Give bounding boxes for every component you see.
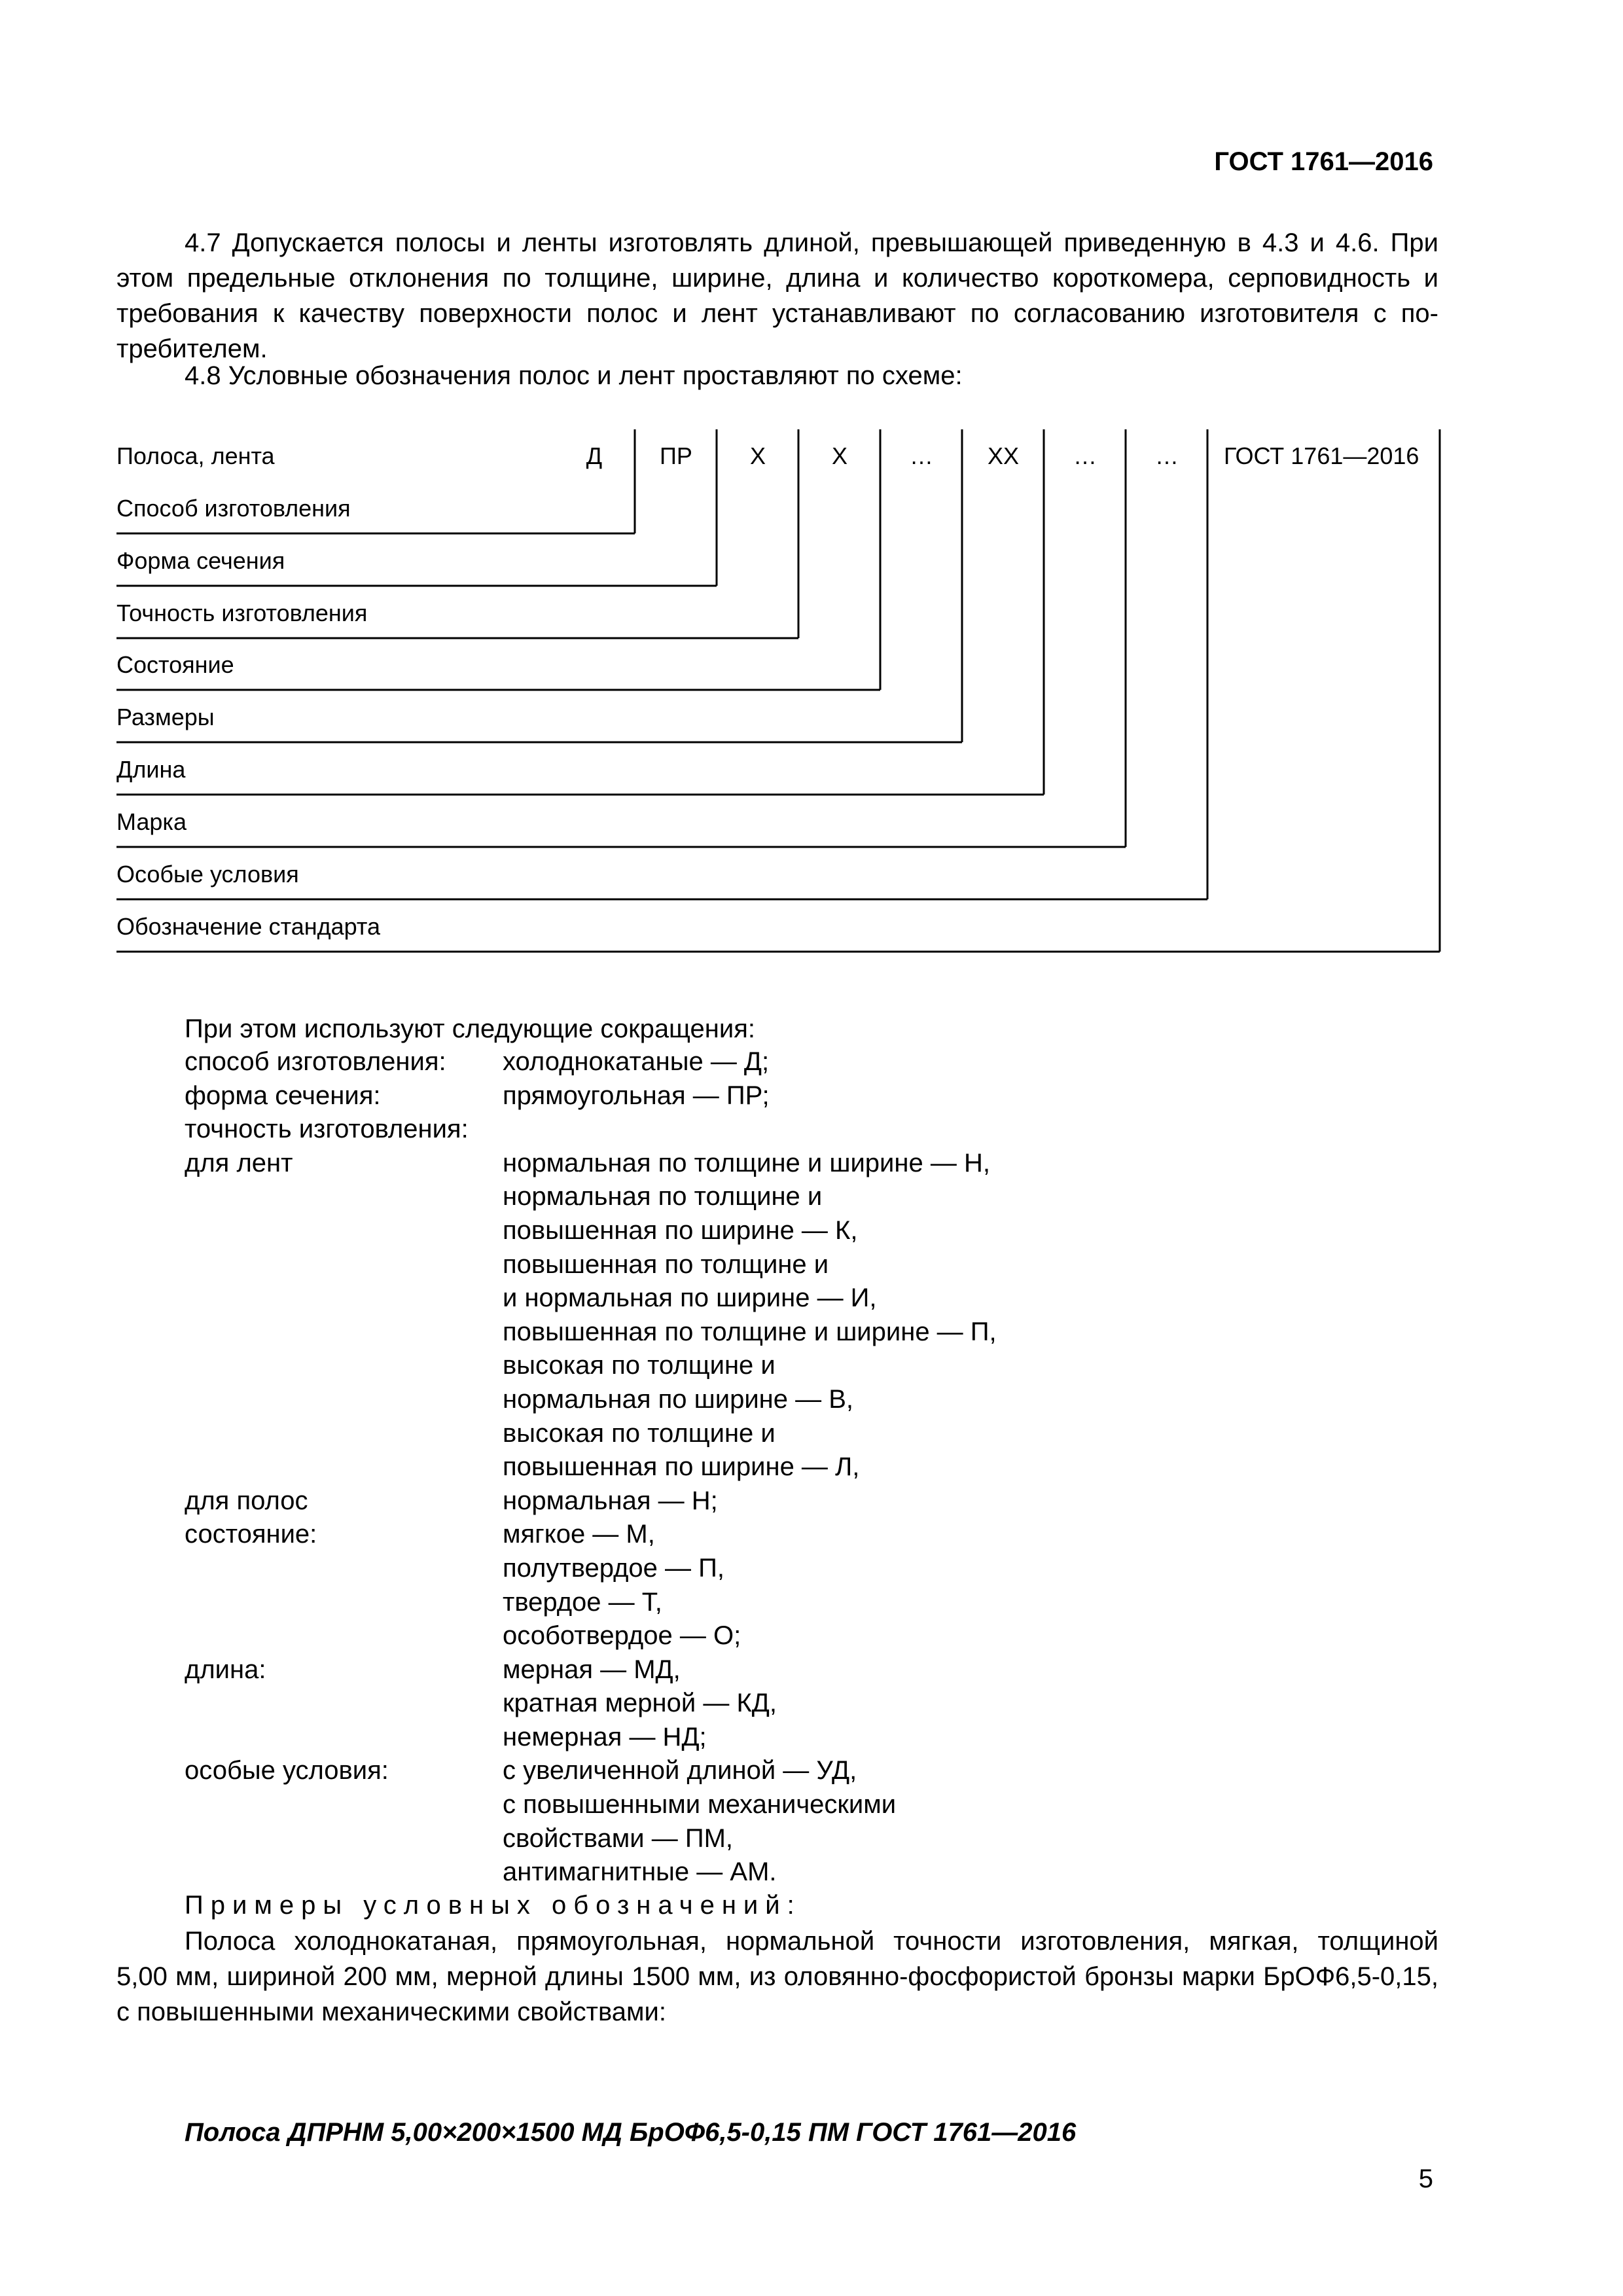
document-code-header: ГОСТ 1761—2016 [1214, 147, 1433, 176]
abbreviation-row [185, 1754, 997, 1788]
scheme-label: Обозначение стандарта [116, 913, 380, 940]
scheme-label: Состояние [116, 651, 234, 678]
abbr-key [185, 1586, 503, 1620]
abbreviation-row [185, 1349, 997, 1383]
abbreviation-row [185, 1417, 997, 1451]
scheme-label: Особые условия [116, 861, 299, 888]
abbr-key [185, 1180, 503, 1214]
abbr-value: повышенная по толщине и ширине — П, [503, 1317, 997, 1346]
scheme-label: Размеры [116, 704, 215, 730]
abbr-value: антимагнитные — АМ. [503, 1857, 777, 1887]
abbreviation-row [185, 1045, 997, 1079]
abbr-value: повышенная по ширине — К, [503, 1215, 858, 1245]
scheme-code-special: … [1155, 442, 1179, 469]
abbreviation-row [185, 1214, 997, 1248]
scheme-label: Способ изготовления [116, 495, 351, 522]
abbr-key [185, 1788, 503, 1822]
abbreviation-row [185, 1450, 997, 1484]
scheme-code-state: Х [831, 442, 847, 469]
abbr-key [185, 1721, 503, 1755]
abbreviation-row [185, 1788, 997, 1822]
scheme-title: Полоса, лента [116, 442, 275, 469]
abbr-key: точность изготовления: [185, 1115, 469, 1144]
abbreviation-row [185, 1484, 997, 1518]
abbr-value: мягкое — М, [503, 1520, 655, 1549]
clause-4-7-line: этом предельные отклонения по толщине, ширине, длина и количество короткомера, серповидность и [116, 264, 1438, 293]
abbr-value: прямоугольная — ПР; [503, 1081, 770, 1110]
clause-4-7-line: требителем. [116, 334, 268, 363]
example-line: 5,00 мм, шириной 200 мм, мерной длины 1500 мм, из оловянно-фосфористой бронзы марки БрОФ6,5-0,15, [116, 1962, 1438, 1991]
abbreviation-row [185, 1079, 997, 1113]
abbr-value: и нормальная по ширине — И, [503, 1283, 877, 1313]
abbreviation-row [185, 1113, 997, 1147]
abbr-value: полутвердое — П, [503, 1553, 724, 1583]
abbr-value: твердое — Т, [503, 1587, 662, 1617]
clause-4-7-line: требования к качеству поверхности полос и лент устанавливают по согласованию изготовителя с по- [116, 299, 1438, 328]
scheme-label: Длина [116, 756, 186, 783]
abbreviation-row [185, 1619, 997, 1653]
abbr-value: особотвердое — О; [503, 1621, 741, 1651]
abbr-value: повышенная по толщине и [503, 1249, 829, 1279]
abbr-key [185, 1316, 503, 1350]
scheme-label: Марка [116, 808, 187, 835]
abbr-key: для лент [185, 1148, 293, 1177]
abbreviation-row [185, 1721, 997, 1755]
scheme-code-accuracy: Х [749, 442, 766, 469]
abbr-value: немерная — НД; [503, 1722, 707, 1751]
abbr-key [185, 1822, 503, 1856]
abbr-key [185, 1552, 503, 1586]
abbr-key: особые условия: [185, 1756, 389, 1785]
abbreviation-row [185, 1552, 997, 1586]
abbreviation-row [185, 1316, 997, 1350]
scheme-label: Форма сечения [116, 547, 285, 574]
abbr-value: нормальная — Н; [503, 1486, 718, 1515]
clause-4-8: 4.8 Условные обозначения полос и лент проставляют по схеме: [185, 361, 963, 390]
abbr-key: состояние: [185, 1520, 317, 1549]
scheme-standard: ГОСТ 1761—2016 [1224, 442, 1419, 469]
abbreviation-row [185, 1687, 997, 1721]
abbreviation-row [185, 1383, 997, 1417]
abbr-key [185, 1450, 503, 1484]
abbr-value: повышенная по ширине — Л, [503, 1452, 860, 1482]
abbreviation-row [185, 1180, 997, 1214]
abbr-key [185, 1349, 503, 1383]
abbr-key [185, 1282, 503, 1316]
scheme-code-length: ХХ [987, 442, 1020, 469]
abbr-key [185, 1214, 503, 1248]
abbr-value: с повышенными механическими [503, 1790, 897, 1820]
abbr-key: способ изготовления: [185, 1047, 446, 1076]
examples-heading: Примеры условных обозначений: [185, 1891, 802, 1920]
abbr-value: холоднокатаные — Д; [503, 1047, 770, 1076]
examples-paragraph [116, 1924, 1438, 2030]
scheme-label: Точность изготовления [116, 600, 368, 626]
abbr-key [185, 1619, 503, 1653]
example-line: Полоса холоднокатаная, прямоугольная, нормальной точности изготовления, мягкая, толщиной [185, 1927, 1438, 1956]
abbreviation-row [185, 1856, 997, 1890]
abbreviation-row [185, 1248, 997, 1282]
abbreviation-row [185, 1822, 997, 1856]
abbr-value: нормальная по толщине и ширине — Н, [503, 1148, 990, 1177]
abbr-key [185, 1248, 503, 1282]
abbreviations-list [185, 1045, 997, 1890]
scheme-code-grade: … [1073, 442, 1097, 469]
abbreviation-row [185, 1147, 997, 1181]
abbr-value: кратная мерной — КД, [503, 1689, 777, 1718]
abbr-value: свойствами — ПМ, [503, 1823, 734, 1853]
abbr-key [185, 1417, 503, 1451]
example-designation: Полоса ДПРНМ 5,00×200×1500 МД БрОФ6,5-0,15 ПМ ГОСТ 1761—2016 [185, 2118, 1077, 2147]
scheme-code-shape: ПР [660, 442, 692, 469]
abbreviation-row [185, 1586, 997, 1620]
abbreviations-intro: При этом используют следующие сокращения: [185, 1014, 755, 1043]
abbr-value: нормальная по ширине — В, [503, 1384, 854, 1414]
abbr-key: для полос [185, 1486, 308, 1515]
abbr-key [185, 1687, 503, 1721]
scheme-code-sizes: … [910, 442, 933, 469]
abbr-key [185, 1856, 503, 1890]
abbr-key [185, 1383, 503, 1417]
clause-4-7-line: 4.7 Допускается полосы и ленты изготовлять длиной, превышающей приведенную в 4.3 и 4.6. При [185, 228, 1438, 257]
example-line: с повышенными механическими свойствами: [116, 1998, 666, 2026]
abbr-key: форма сечения: [185, 1081, 381, 1110]
abbreviation-row [185, 1518, 997, 1552]
scheme-code-method: Д [586, 442, 603, 469]
abbr-value: мерная — МД, [503, 1655, 681, 1684]
abbr-value: нормальная по толщине и [503, 1182, 823, 1211]
abbreviation-row [185, 1282, 997, 1316]
page-number: 5 [1418, 2164, 1433, 2193]
abbr-key: длина: [185, 1655, 266, 1684]
abbreviation-row [185, 1653, 997, 1687]
abbr-value: высокая по толщине и [503, 1418, 776, 1448]
abbr-value: высокая по толщине и [503, 1351, 776, 1380]
abbr-value: с увеличенной длиной — УД, [503, 1756, 857, 1785]
